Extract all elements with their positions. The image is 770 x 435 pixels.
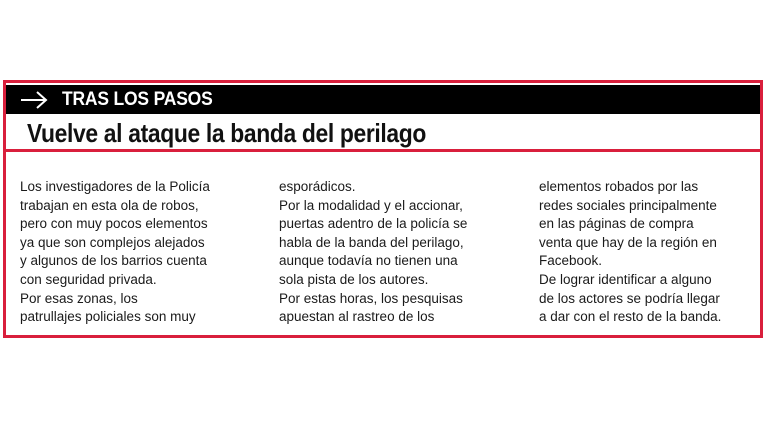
body-column-1: Los investigadores de la Policía trabajan en esta ola de robos, pero con muy pocos elementos ya que son complejos alejados y algunos de los barrios cuenta con seguridad privada. Por esas zonas, los patrullajes policiales son muy — [20, 179, 210, 325]
headline: Vuelve al ataque la banda del perilago — [27, 118, 427, 148]
kicker-label: TRAS LOS PASOS — [62, 88, 213, 110]
arrow-right-icon — [20, 91, 48, 109]
body-column-3: elementos robados por las redes sociales principalmente en las páginas de compra venta que hay de la región en Facebook. De lograr identificar a alguno de los actores se podría llegar a dar con el resto de la banda. — [539, 179, 722, 325]
news-box — [3, 80, 763, 338]
headline-bar — [6, 114, 760, 152]
body-column-2: esporádicos. Por la modalidad y el accionar, puertas adentro de la policía se habla de la banda del perilago, aunque todavía no tienen una sola pista de los autores. Por estas horas, los pesquisas apuestan al rastreo de los — [279, 179, 468, 325]
kicker-bar — [6, 85, 760, 114]
